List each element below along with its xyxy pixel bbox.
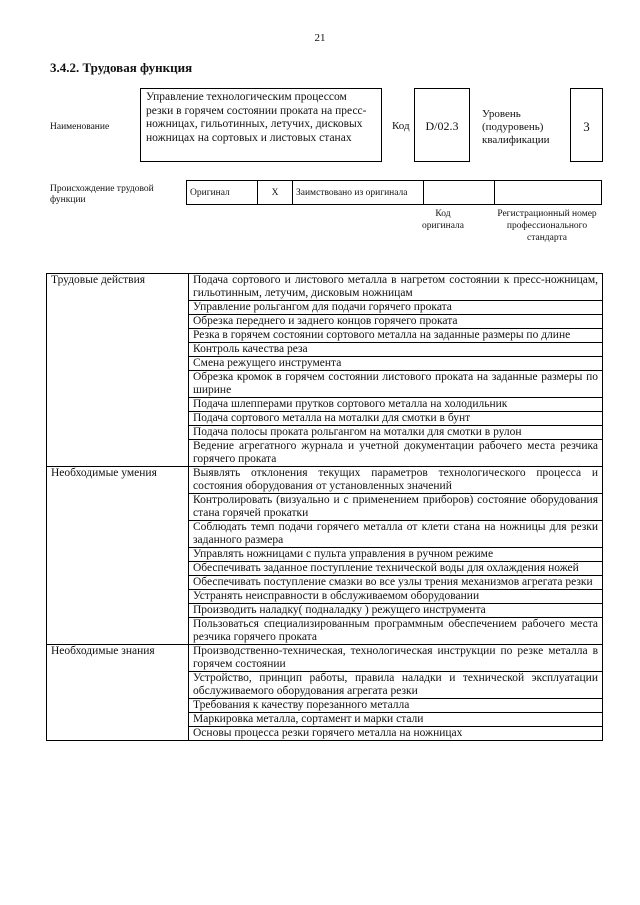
level-label: Уровень (подуровень) квалификации [482, 108, 550, 146]
section-item: Управлять ножницами с пульта управления в ручном режиме [189, 548, 603, 562]
origin-reg-cell [495, 181, 602, 205]
section-item: Управление рольгангом для подачи горячего проката [189, 301, 603, 315]
section-item: Устройство, принцип работы, правила наладки и технической эксплуатации обслуживаемого оборудования агрегата резки [189, 672, 603, 699]
code-caption: Код оригинала [422, 209, 464, 231]
table-row [47, 274, 603, 301]
section-item: Производить наладку( подналадку ) режущего инструмента [189, 604, 603, 618]
original-mark: X [258, 181, 293, 205]
table-row [47, 467, 603, 494]
section-item: Подача сортового и листового металла в нагретом состоянии к пресс-ножницам, гильотинным, летучим, дисковым ножницам [189, 274, 603, 301]
section-item: Резка в горячем состоянии сортового металла на заданные размеры по длине [189, 329, 603, 343]
origin-table [186, 180, 602, 205]
original-label: Оригинал [187, 181, 258, 205]
section-item: Подача полосы проката рольгангом на моталки для смотки в рулон [189, 426, 603, 440]
section-category: Необходимые знания [47, 645, 189, 741]
section-item: Устранять неисправности в обслуживаемом оборудовании [189, 590, 603, 604]
section-item: Выявлять отклонения текущих параметров технологического процесса и состояния оборудования от установленных значений [189, 467, 603, 494]
function-name-box: Управление технологическим процессом резки в горячем состоянии проката на пресс-ножницах, гильотинных, летучих, дисковых ножницах на сортовых и листовых станах [140, 88, 382, 162]
table-row [47, 645, 603, 672]
code-label: Код [392, 120, 410, 132]
section-title: 3.4.2. Трудовая функция [50, 60, 193, 75]
level-value-box: 3 [570, 88, 603, 162]
section-item: Смена режущего инструмента [189, 357, 603, 371]
section-item: Подача сортового металла на моталки для смотки в бунт [189, 412, 603, 426]
code-value-box: D/02.3 [414, 88, 470, 162]
section-item: Ведение агрегатного журнала и учетной документации рабочего места резчика горячего проката [189, 440, 603, 467]
section-item: Контроль качества реза [189, 343, 603, 357]
section-item: Обрезка кромок в горячем состоянии листового проката на заданные размеры по ширине [189, 371, 603, 398]
page-number: 21 [314, 32, 326, 44]
section-item: Производственно-техническая, технологическая инструкции по резке металла в горячем состоянии [189, 645, 603, 672]
origin-label: Происхождение трудовой функции [50, 184, 154, 205]
section-item: Обеспечивать заданное поступление технической воды для охлаждения ножей [189, 562, 603, 576]
section-item: Маркировка металла, сортамент и марки стали [189, 713, 603, 727]
borrowed-label: Заимствовано из оригинала [293, 181, 424, 205]
section-category: Необходимые умения [47, 467, 189, 645]
section-category: Трудовые действия [47, 274, 189, 467]
functions-table [46, 273, 603, 741]
section-item: Обрезка переднего и заднего концов горячего проката [189, 315, 603, 329]
section-item: Подача шлепперами прутков сортового металла на холодильник [189, 398, 603, 412]
section-item: Основы процесса резки горячего металла на ножницах [189, 727, 603, 741]
origin-code-cell [424, 181, 495, 205]
section-item: Требования к качеству порезанного металла [189, 699, 603, 713]
name-label: Наименование [50, 122, 110, 132]
section-item: Соблюдать темп подачи горячего металла от клети стана на ножницы для резки заданного размера [189, 521, 603, 548]
section-item: Пользоваться специализированным программным обеспечением рабочего места резчика горячего проката [189, 618, 603, 645]
section-item: Контролировать (визуально и с применением приборов) состояние оборудования стана горячей прокатки [189, 494, 603, 521]
section-item: Обеспечивать поступление смазки во все узлы трения механизмов агрегата резки [189, 576, 603, 590]
reg-caption: Регистрационный номер профессионального стандарта [497, 209, 597, 243]
